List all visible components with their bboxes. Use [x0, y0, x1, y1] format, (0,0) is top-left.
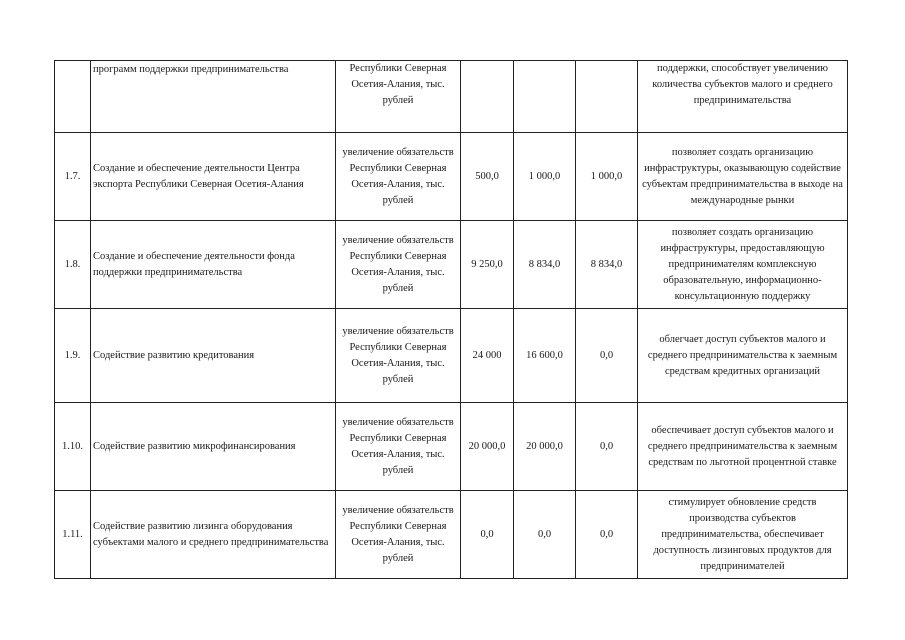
- measure-name-cell: Содействие развитию микрофинансирования: [91, 403, 336, 491]
- table-row: [55, 61, 848, 133]
- row-number-cell: 1.9.: [55, 309, 91, 403]
- indicator-cell: Республики Северная Осетия-Алания, тыс. рублей: [336, 61, 461, 133]
- table-row: [55, 403, 848, 491]
- value-cell-3: 0,0: [576, 403, 638, 491]
- value-cell-2: 1 000,0: [514, 133, 576, 221]
- row-number-cell: 1.7.: [55, 133, 91, 221]
- measure-name-cell: Содействие развитию лизинга оборудования субъектами малого и среднего предпринимательства: [91, 491, 336, 579]
- row-number-cell: 1.8.: [55, 221, 91, 309]
- value-cell-2: [514, 61, 576, 133]
- indicator-cell: увеличение обязательств Республики Северная Осетия-Алания, тыс. рублей: [336, 133, 461, 221]
- effect-cell: позволяет создать организацию инфраструктуры, оказывающую содействие субъектам предпринимательства в выходе на международные рынки: [638, 133, 848, 221]
- indicator-cell: увеличение обязательств Республики Северная Осетия-Алания, тыс. рублей: [336, 309, 461, 403]
- table-row: [55, 133, 848, 221]
- effect-cell: облегчает доступ субъектов малого и среднего предпринимательства к заемным средствам кредитных организаций: [638, 309, 848, 403]
- measure-name-cell: Создание и обеспечение деятельности Центра экспорта Республики Северная Осетия-Алания: [91, 133, 336, 221]
- indicator-cell: увеличение обязательств Республики Северная Осетия-Алания, тыс. рублей: [336, 221, 461, 309]
- value-cell-1: 0,0: [461, 491, 514, 579]
- effect-cell: стимулирует обновление средств производства субъектов предпринимательства, обеспечивает доступность лизинговых продуктов для предпринимателей: [638, 491, 848, 579]
- measure-name-cell: программ поддержки предпринимательства: [91, 61, 336, 133]
- value-cell-1: 24 000: [461, 309, 514, 403]
- indicator-cell: увеличение обязательств Республики Северная Осетия-Алания, тыс. рублей: [336, 491, 461, 579]
- value-cell-3: [576, 61, 638, 133]
- effect-cell: позволяет создать организацию инфраструктуры, предоставляющую предпринимателям комплексную образовательную, информационно-консультационную поддержку: [638, 221, 848, 309]
- row-number-cell: 1.10.: [55, 403, 91, 491]
- value-cell-2: 0,0: [514, 491, 576, 579]
- row-number-cell: [55, 61, 91, 133]
- measures-table: [54, 60, 848, 579]
- value-cell-3: 0,0: [576, 491, 638, 579]
- table-row: [55, 221, 848, 309]
- table-row: [55, 309, 848, 403]
- value-cell-3: 0,0: [576, 309, 638, 403]
- effect-cell: поддержки, способствует увеличению количества субъектов малого и среднего предпринимательства: [638, 61, 848, 133]
- effect-cell: обеспечивает доступ субъектов малого и среднего предпринимательства к заемным средствам по льготной процентной ставке: [638, 403, 848, 491]
- value-cell-1: 9 250,0: [461, 221, 514, 309]
- value-cell-1: 20 000,0: [461, 403, 514, 491]
- value-cell-2: 20 000,0: [514, 403, 576, 491]
- value-cell-3: 1 000,0: [576, 133, 638, 221]
- value-cell-2: 8 834,0: [514, 221, 576, 309]
- measure-name-cell: Содействие развитию кредитования: [91, 309, 336, 403]
- value-cell-1: [461, 61, 514, 133]
- indicator-cell: увеличение обязательств Республики Северная Осетия-Алания, тыс. рублей: [336, 403, 461, 491]
- row-number-cell: 1.11.: [55, 491, 91, 579]
- table-row: [55, 491, 848, 579]
- measure-name-cell: Создание и обеспечение деятельности фонда поддержки предпринимательства: [91, 221, 336, 309]
- value-cell-3: 8 834,0: [576, 221, 638, 309]
- value-cell-1: 500,0: [461, 133, 514, 221]
- value-cell-2: 16 600,0: [514, 309, 576, 403]
